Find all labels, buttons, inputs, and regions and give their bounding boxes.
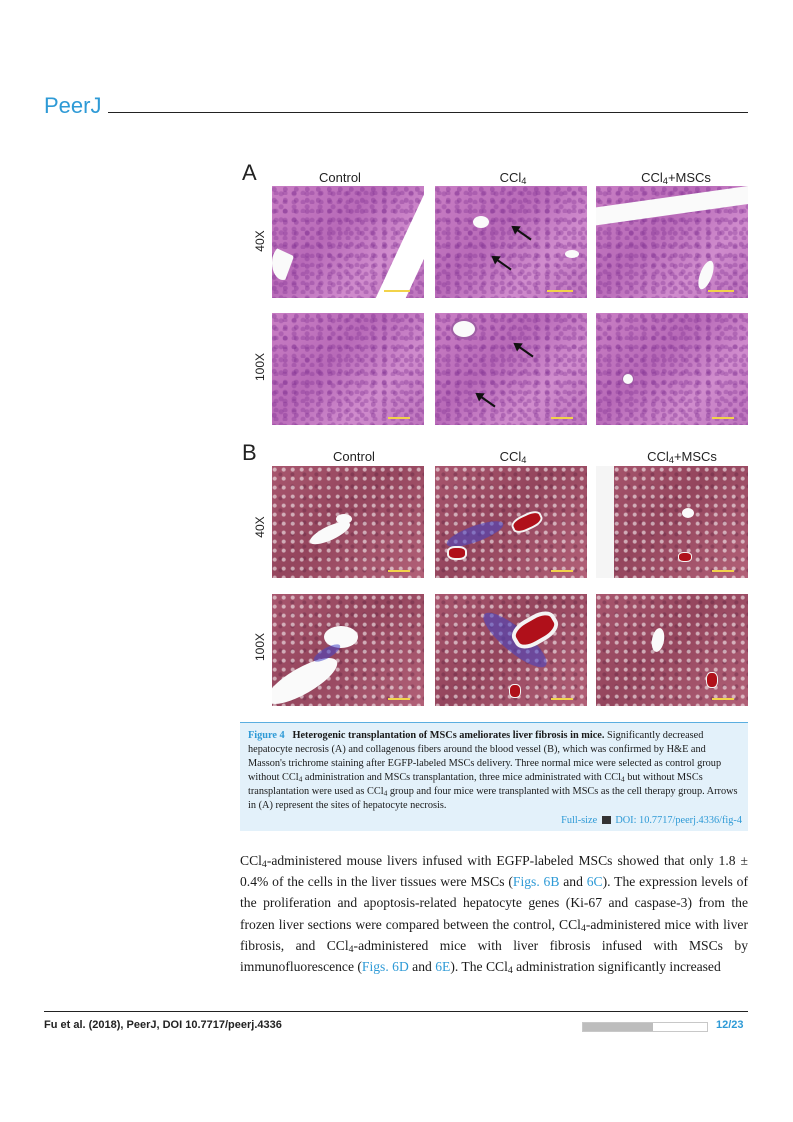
- micrograph-a-control-40x: [272, 186, 424, 298]
- panel-a-col-ccl4-mscs: CCl$_4$+MSCs: [641, 170, 711, 186]
- body-paragraph: [240, 850, 748, 977]
- necrosis-arrow: [514, 343, 533, 357]
- doi-link[interactable]: DOI: 10.7717/peerj.4336/fig-4: [615, 815, 742, 826]
- panel-b-letter: B: [242, 440, 257, 465]
- panel-b-row-40x: 40X: [253, 516, 267, 538]
- footer-rule: [44, 1011, 748, 1012]
- micrograph-a-ccl4-40x: [435, 186, 587, 298]
- micrograph-a-ccl4-mscs-40x: [596, 186, 748, 298]
- panel-b-col-ccl4: CCl$_4$: [499, 449, 527, 465]
- necrosis-arrow: [492, 256, 511, 270]
- body-text-2: and: [559, 874, 587, 890]
- micrograph-b-ccl4-100x: [435, 594, 587, 706]
- micrograph-a-ccl4-100x: [435, 313, 587, 425]
- panel-a-col-ccl4: CCl$_4$: [499, 170, 527, 186]
- micrograph-b-ccl4-mscs-100x: [596, 594, 748, 706]
- full-size-link[interactable]: Full-size: [561, 815, 598, 826]
- ref-fig-6e[interactable]: 6E: [435, 959, 451, 975]
- figure-title: Heterogenic transplantation of MSCs ameliorates liver fibrosis in mice.: [292, 730, 605, 741]
- micrograph-b-ccl4-40x: [435, 466, 587, 578]
- journal-logo: PeerJ: [44, 93, 102, 118]
- panel-a-row-100x: 100X: [253, 352, 267, 382]
- header-rule: [108, 112, 748, 113]
- panel-b-col-ccl4-mscs: CCl$_4$+MSCs: [647, 449, 717, 465]
- micrograph-a-ccl4-mscs-100x: [596, 313, 748, 425]
- micrograph-b-control-40x: [272, 466, 424, 578]
- necrosis-arrow: [512, 226, 531, 240]
- figure-label: Figure 4: [248, 730, 285, 741]
- micrograph-a-control-100x: [272, 313, 424, 425]
- necrosis-arrow: [476, 393, 495, 407]
- panel-b-col-control: Control: [333, 449, 375, 464]
- figure-caption: [248, 729, 742, 814]
- footer-citation: Fu et al. (2018), PeerJ, DOI 10.7717/peerj.4336: [44, 1019, 282, 1031]
- body-text-5: ). The CCl$_4$ administration significantly increased: [450, 959, 721, 976]
- page-progress-bar: [582, 1022, 708, 1032]
- page-number: 12/23: [716, 1019, 744, 1031]
- ref-fig-6c[interactable]: 6C: [586, 874, 603, 890]
- body-text-4: and: [408, 959, 436, 975]
- panel-a-row-40x: 40X: [253, 230, 267, 252]
- body-text-1: CCl$_4$-administered mouse livers infused with EGFP-labeled MSCs showed that only 1.8 ± 0.4% of the cells in the liver tissues were MSCs (: [240, 853, 748, 890]
- figure-caption-text: Significantly decreased hepatocyte necrosis (A) and collagenous fibers around the blood vessel (B), which was confirmed by H&E and Masson's trichrome staining after EGFP-labeled MSCs delivery. Three normal mice were selected as control group without CCl$_4$ administration and MSCs transplantation, three mice administrated with CCl$_4$ but without MSCs transplantation were used as CCl$_4$ group and four mice were transplanted with MSCs as the cell therapy group. Arrows in (A) represent the sites of hepatocyte necrosis.: [248, 730, 738, 812]
- panel-a-col-control: Control: [319, 170, 361, 185]
- ref-fig-6d[interactable]: Figs. 6D: [361, 959, 409, 975]
- body-text-3: ). The expression levels of the proliferation and apoptosis-related hepatocyte genes (Ki-67 and caspase-3) from the frozen liver sections were compared between the control, CCl$_4$-administered mice with liver fibrosis, and CCl$_4$-administered mice with liver fibrosis infused with MSCs by immunofluorescence (: [240, 874, 748, 975]
- ref-fig-6b[interactable]: Figs. 6B: [512, 874, 560, 890]
- image-icon: [602, 816, 611, 824]
- micrograph-b-ccl4-mscs-40x: [596, 466, 748, 578]
- panel-b-row-100x: 100X: [253, 632, 267, 662]
- figure-links: [248, 815, 742, 826]
- micrograph-b-control-100x: [272, 594, 424, 706]
- page-progress-fill: [583, 1023, 653, 1031]
- panel-a-letter: A: [242, 160, 257, 185]
